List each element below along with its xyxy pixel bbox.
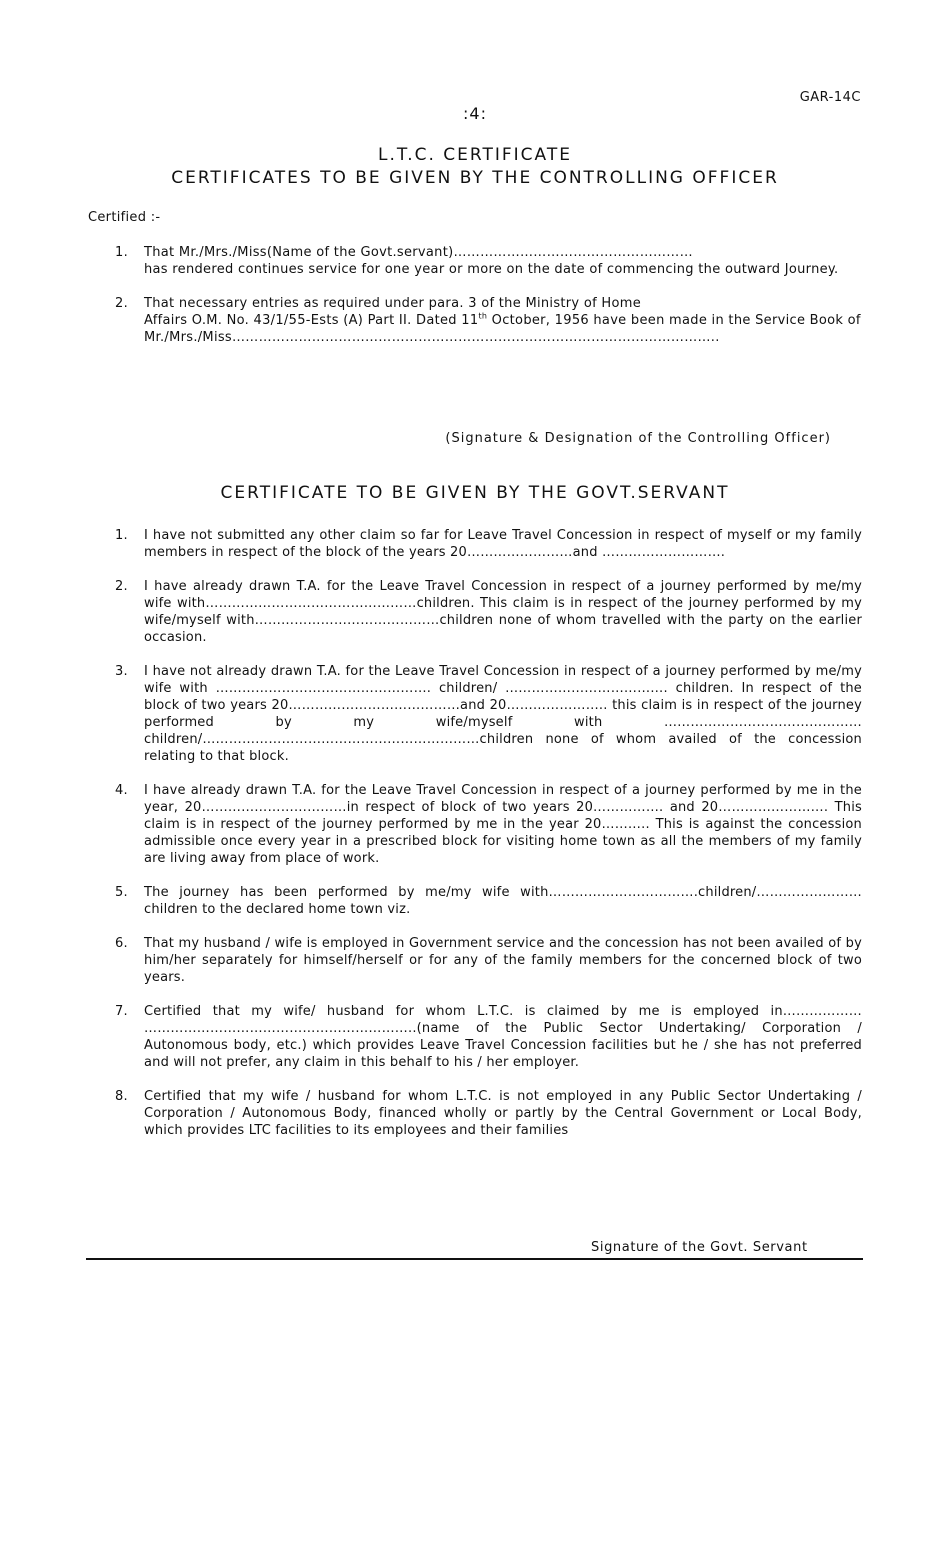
item-number: 2. bbox=[115, 579, 128, 594]
item-text: I have already drawn T.A. for the Leave Travel Concession in respect of a journey performed by me/my wife with…………………………………………children. This claim is in respect of the journey performed by my wife/myself with……………………………………children none of whom travelled with the party on the earlier occasion. bbox=[144, 579, 862, 645]
item-number: 4. bbox=[115, 783, 128, 798]
item-number: 8. bbox=[115, 1089, 128, 1104]
item-number: 1. bbox=[115, 245, 129, 260]
item-text: I have not already drawn T.A. for the Leave Travel Concession in respect of a journey performed by me/my wife with …………………………………………. children/ ………………………………. children. In respect of the block of two years 20…………………………………and 20………………….. this claim is in respect of the journey performed by my wife/myself with ……………………………………… children/………………………………………………………children none of whom availed of the concession relating to that block. bbox=[144, 664, 862, 764]
list-item bbox=[115, 1003, 862, 1071]
item-text: I have not submitted any other claim so far for Leave Travel Concession in respect of myself or my family members in respect of the block of the years 20……………………and ………………………. bbox=[144, 528, 862, 560]
list-item bbox=[115, 663, 862, 765]
item-line: That necessary entries as required under para. 3 of the Ministry of Home bbox=[144, 296, 642, 311]
list-item bbox=[115, 935, 862, 986]
item-number: 5. bbox=[115, 885, 128, 900]
document-title: L.T.C. CERTIFICATE bbox=[377, 145, 572, 165]
item-line: has rendered continues service for one year or more on the date of commencing the outward Journey. bbox=[144, 262, 839, 277]
govt-servant-signature: Signature of the Govt. Servant bbox=[591, 1240, 808, 1255]
list-item bbox=[115, 295, 862, 346]
item-number: 1. bbox=[115, 528, 128, 543]
item-line: That Mr./Mrs./Miss(Name of the Govt.servant)……………………………………………… bbox=[144, 245, 693, 260]
item-text: I have already drawn T.A. for the Leave Travel Concession in respect of a journey performed by me in the year, 20……………………………in respect of block of two years 20……………. and 20……………………. This claim is in respect of the journey performed by me in the year 20……….. This is against the concession admissible once every year in a prescribed block for visiting home town as all the members of my family are living away from place of work. bbox=[144, 783, 862, 866]
item-text: That my husband / wife is employed in Government service and the concession has not been availed of by him/her separately for himself/herself or for any of the family members for the concerned block of two years. bbox=[144, 936, 862, 985]
list-item bbox=[115, 1088, 862, 1139]
superscript: th bbox=[478, 311, 488, 321]
item-number: 3. bbox=[115, 664, 128, 679]
bottom-rule bbox=[86, 1258, 863, 1260]
list-item bbox=[115, 527, 862, 561]
item-text: Certified that my wife / husband for whom L.T.C. is not employed in any Public Sector Undertaking / Corporation / Autonomous Body, financed wholly or partly by the Central Government or Local Body, which provides LTC facilities to its employees and their families bbox=[144, 1089, 862, 1138]
item-text: October, 1956 have been made in the Service Book of Mr./Mrs./Miss……………………………………………………………………………………………….. bbox=[144, 313, 861, 345]
item-number: 2. bbox=[115, 296, 129, 311]
controlling-officer-signature: (Signature & Designation of the Controlling Officer) bbox=[445, 431, 831, 446]
list-item bbox=[115, 578, 862, 646]
item-text: Certified that my wife/ husband for whom L.T.C. is claimed by me is employed in……………… ……………………………………………………..(name of the Public Sector Undertaking/ Corporation / Autonomous body, etc.) which provides Leave Travel Concession facilities but he / she has not preferred and will not prefer, any claim in this behalf to his / her employer. bbox=[144, 1004, 862, 1070]
list-item bbox=[115, 244, 862, 278]
item-text: The journey has been performed by me/my wife with…………………………….children/…………………… children to the declared home town viz. bbox=[144, 885, 862, 917]
item-number: 6. bbox=[115, 936, 128, 951]
document-subtitle: CERTIFICATES TO BE GIVEN BY THE CONTROLLING OFFICER bbox=[171, 168, 779, 188]
list-item bbox=[115, 782, 862, 867]
govt-servant-list bbox=[115, 527, 862, 1156]
item-number: 7. bbox=[115, 1004, 128, 1019]
page-number: :4: bbox=[463, 104, 487, 123]
controlling-officer-list bbox=[115, 244, 862, 363]
form-code: GAR-14C bbox=[799, 90, 861, 105]
item-line bbox=[144, 312, 862, 346]
item-text: Affairs O.M. No. 43/1/55-Ests (A) Part II. Dated 11 bbox=[144, 313, 479, 328]
certified-label: Certified :- bbox=[88, 210, 161, 225]
list-item bbox=[115, 884, 862, 918]
govt-servant-title: CERTIFICATE TO BE GIVEN BY THE GOVT.SERVANT bbox=[220, 483, 730, 503]
